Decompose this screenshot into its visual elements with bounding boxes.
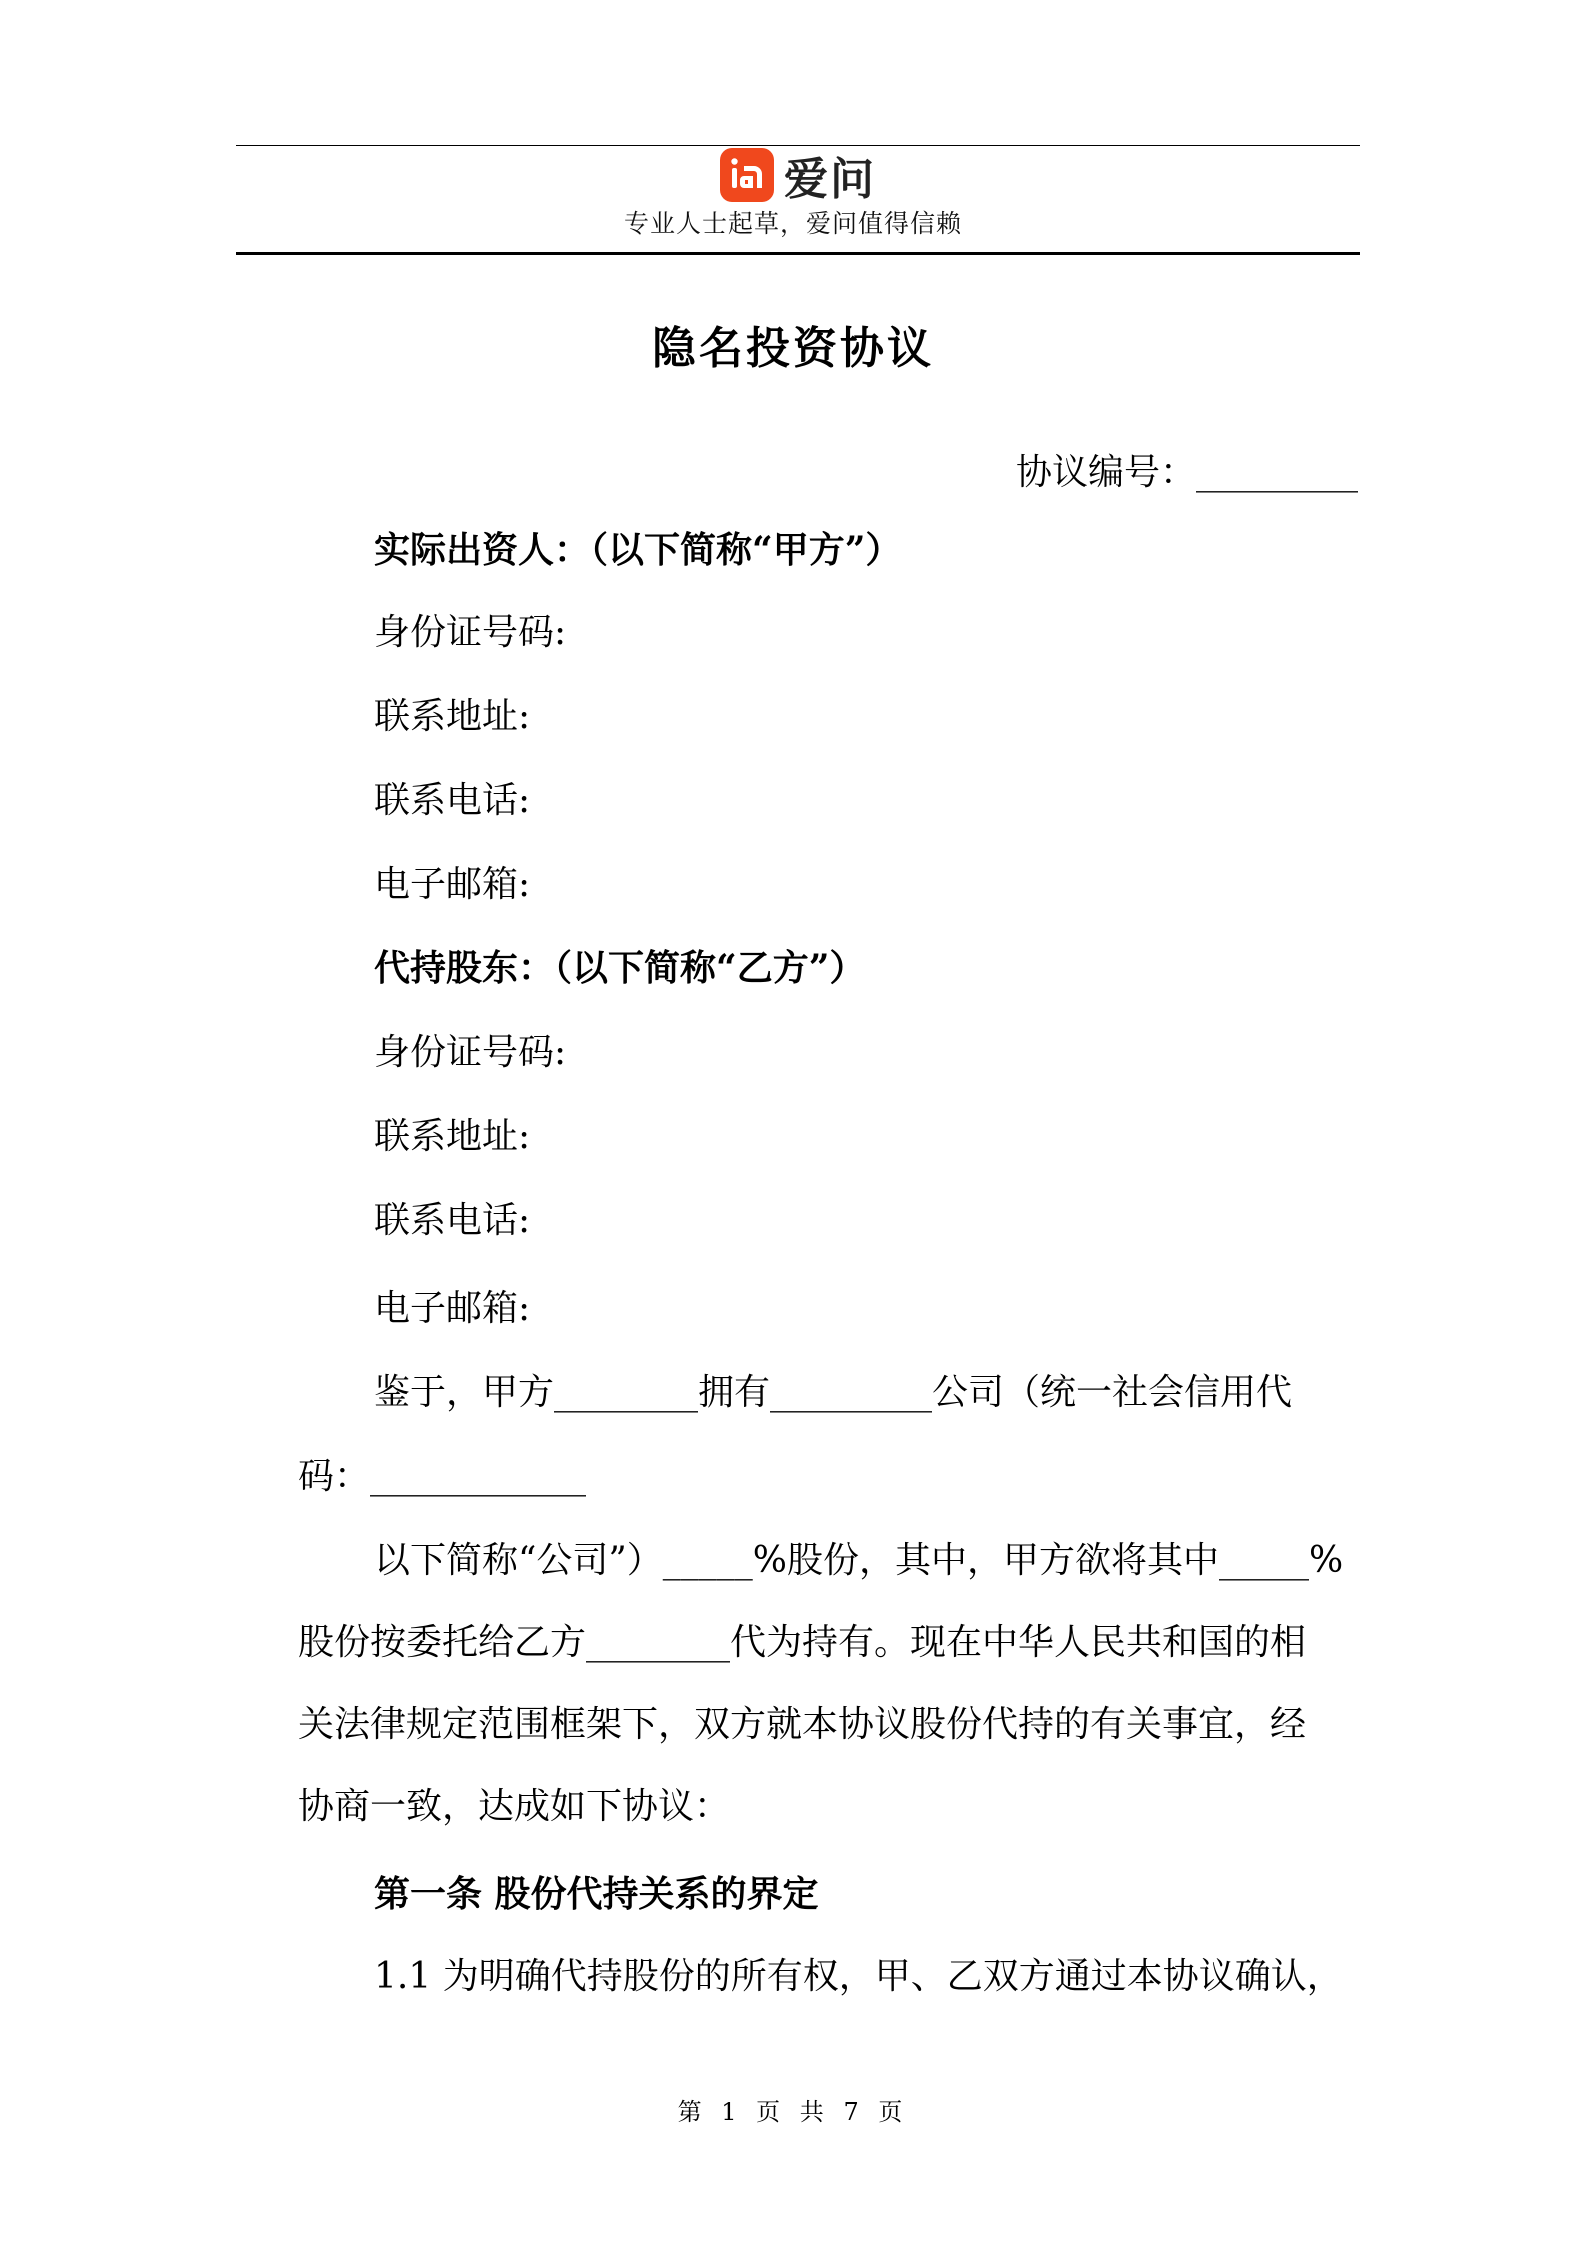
body-line-4: 协商一致，达成如下协议： — [298, 1786, 731, 1827]
party-b-email: 电子邮箱: — [374, 1288, 531, 1329]
header-tagline: 专业人士起草，爱问值得信赖 — [623, 209, 962, 238]
party-a-id-number: 身份证号码: — [374, 612, 567, 653]
body-line-2: 股份按委托给乙方________代为持有。现在中华人民共和国的相 — [298, 1622, 1307, 1663]
recital-line-2: 码：____________ — [298, 1456, 587, 1497]
clause-1-1: 1.1 为明确代持股份的所有权，甲、乙双方通过本协议确认， — [374, 1956, 1343, 1997]
header-bottom-rule — [236, 252, 1360, 255]
brand-logo-icon — [720, 148, 774, 202]
recital-line-1: 鉴于，甲方________拥有_________公司（统一社会信用代 — [374, 1372, 1293, 1413]
agreement-number: 协议编号：_________ — [1015, 452, 1358, 493]
body-line-3: 关法律规定范围框架下，双方就本协议股份代持的有关事宜，经 — [298, 1704, 1307, 1745]
party-a-address: 联系地址: — [374, 696, 531, 737]
party-b-heading: 代持股东：（以下简称“乙方”） — [374, 947, 866, 989]
brand-logo — [720, 148, 876, 205]
page-footer: 第 1 页 共 7 页 — [677, 2098, 909, 2126]
party-b-address: 联系地址: — [374, 1116, 531, 1157]
body-line-1: 以下简称“公司”）_____%股份，其中，甲方欲将其中_____% — [374, 1540, 1344, 1581]
document-title: 隐名投资协议 — [652, 323, 934, 374]
party-b-phone: 联系电话: — [374, 1200, 531, 1241]
party-a-heading: 实际出资人：（以下简称“甲方”） — [374, 529, 902, 571]
party-a-email: 电子邮箱: — [374, 864, 531, 905]
brand-name: 爱问 — [784, 154, 876, 205]
brand-glyph-icon — [720, 148, 774, 202]
article-1-heading: 第一条 股份代持关系的界定 — [374, 1873, 819, 1915]
party-a-phone: 联系电话: — [374, 780, 531, 821]
party-b-id-number: 身份证号码: — [374, 1032, 567, 1073]
